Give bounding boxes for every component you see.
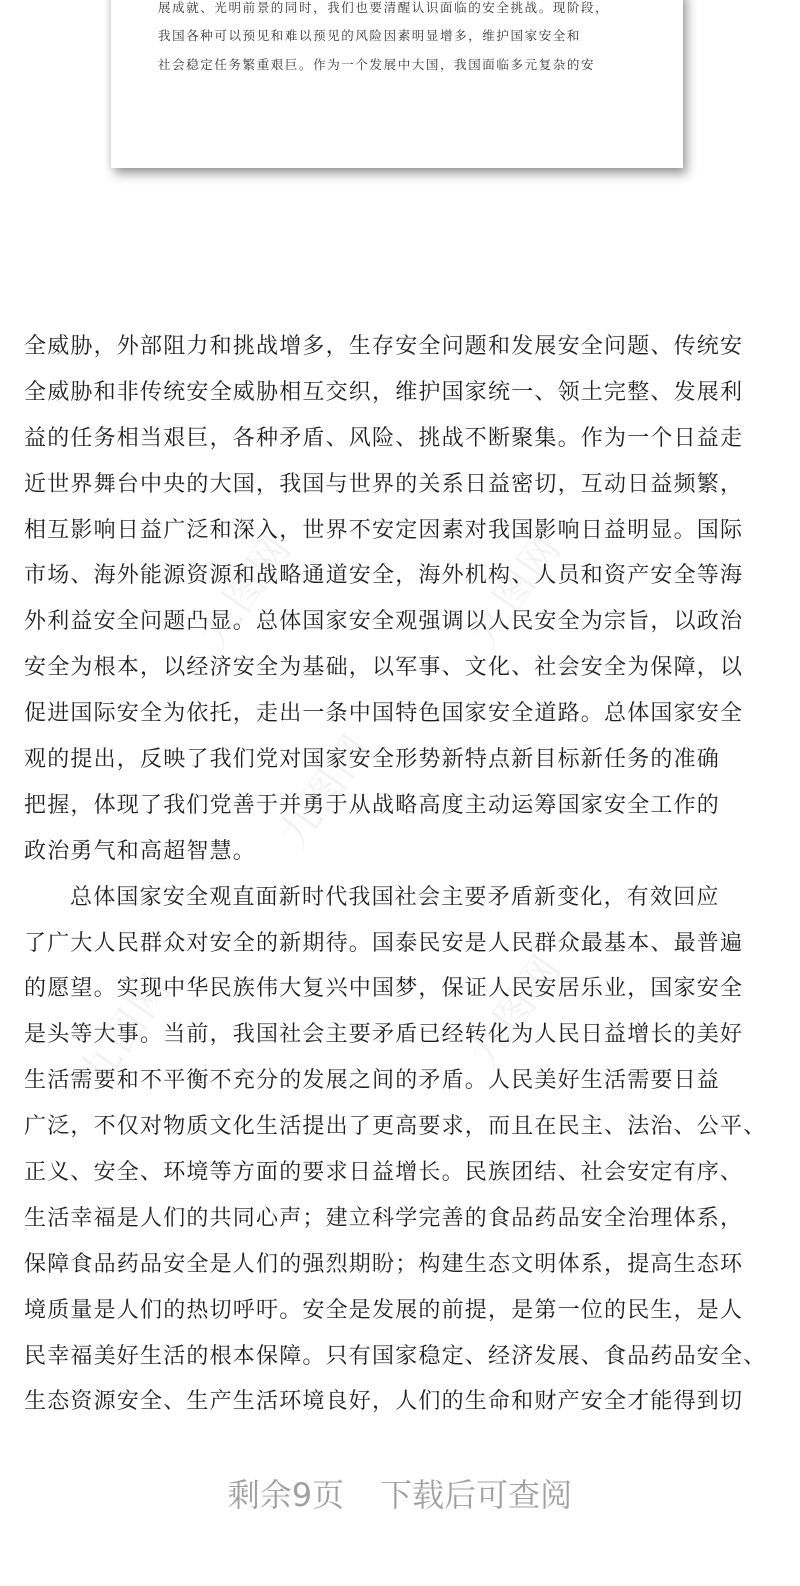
remaining-pages-label: 剩余9页 — [227, 1476, 345, 1514]
text-line: 是头等大事。当前，我国社会主要矛盾已经转化为人民日益增长的美好 — [24, 1022, 744, 1048]
text-line: 保障食品药品安全是人们的强烈期盼；构建生态文明体系，提高生态环 — [24, 1251, 744, 1277]
watermark: 九图网 — [70, 965, 181, 1096]
watermark: 九图网 — [460, 525, 571, 656]
text-line: 安全为根本，以经济安全为基础，以军事、文化、社会安全为保障，以 — [24, 655, 744, 681]
text-line: 生态资源安全、生产生活环境良好，人们的生命和财产安全才能得到切 — [24, 1389, 744, 1415]
preview-line: 我国各种可以预见和难以预见的风险因素明显增多，维护国家安全和 — [158, 28, 582, 43]
text-line: 境质量是人们的热切呼吁。安全是发展的前提，是第一位的民生，是人 — [24, 1297, 744, 1323]
text-line: 外利益安全问题凸显。总体国家安全观强调以人民安全为宗旨，以政治 — [24, 609, 744, 635]
text-line: 相互影响日益广泛和深入，世界不安定因素对我国影响日益明显。国际 — [24, 517, 744, 543]
watermark: 九图网 — [190, 525, 301, 656]
document-body — [24, 324, 776, 1425]
paragraph-start-line: 总体国家安全观直面新时代我国社会主要矛盾新变化，有效回应 — [70, 884, 720, 910]
text-line: 了广大人民群众对安全的新期待。国泰民安是人民群众最基本、最普遍 — [24, 930, 744, 956]
text-line: 全威胁和非传统安全威胁相互交织，维护国家统一、领土完整、发展利 — [24, 379, 744, 405]
watermark: 九图网 — [460, 945, 571, 1076]
text-line: 生活需要和不平衡不充分的发展之间的矛盾。人民美好生活需要日益 — [24, 1068, 721, 1094]
text-line: 全威胁，外部阻力和挑战增多，生存安全问题和发展安全问题、传统安 — [24, 334, 744, 359]
text-line: 市场、海外能源资源和战略通道安全，海外机构、人员和资产安全等海 — [24, 563, 744, 589]
text-line: 的愿望。实现中华民族伟大复兴中国梦，保证人民安居乐业，国家安全 — [24, 976, 744, 1002]
preview-line: 展成就、光明前景的同时，我们也要清醒认识面临的安全挑战。现阶段， — [158, 0, 610, 15]
text-line: 促进国际安全为依托，走出一条中国特色国家安全道路。总体国家安全 — [24, 701, 744, 727]
text-line: 近世界舞台中央的大国，我国与世界的关系日益密切，互动日益频繁， — [24, 471, 744, 497]
text-line: 民幸福美好生活的根本保障。只有国家稳定、经济发展、食品药品安全、 — [24, 1343, 767, 1369]
preview-line: 社会稳定任务繁重艰巨。作为一个发展中大国，我国面临多元复杂的安 — [158, 57, 596, 72]
text-line: 益的任务相当艰巨，各种矛盾、风险、挑战不断聚集。作为一个日益走 — [24, 425, 744, 451]
text-line: 正义、安全、环境等方面的要求日益增长。民族团结、社会安定有序、 — [24, 1160, 744, 1186]
text-line: 观的提出，反映了我们党对国家安全形势新特点新目标新任务的准确 — [24, 747, 721, 773]
download-prompt-label: 下载后可查阅 — [380, 1476, 573, 1514]
download-to-read-more-button[interactable] — [0, 1470, 800, 1516]
text-line: 生活幸福是人们的共同心声；建立科学完善的食品药品安全治理体系， — [24, 1205, 744, 1231]
preview-page-card — [111, 0, 683, 168]
text-line: 政治勇气和高超智慧。 — [24, 838, 257, 864]
text-line: 广泛，不仅对物质文化生活提出了更高要求，而且在民主、法治、公平、 — [24, 1114, 767, 1140]
text-line: 把握，体现了我们党善于并勇于从战略高度主动运筹国家安全工作的 — [24, 792, 721, 818]
watermark: 九图网 — [270, 725, 381, 856]
